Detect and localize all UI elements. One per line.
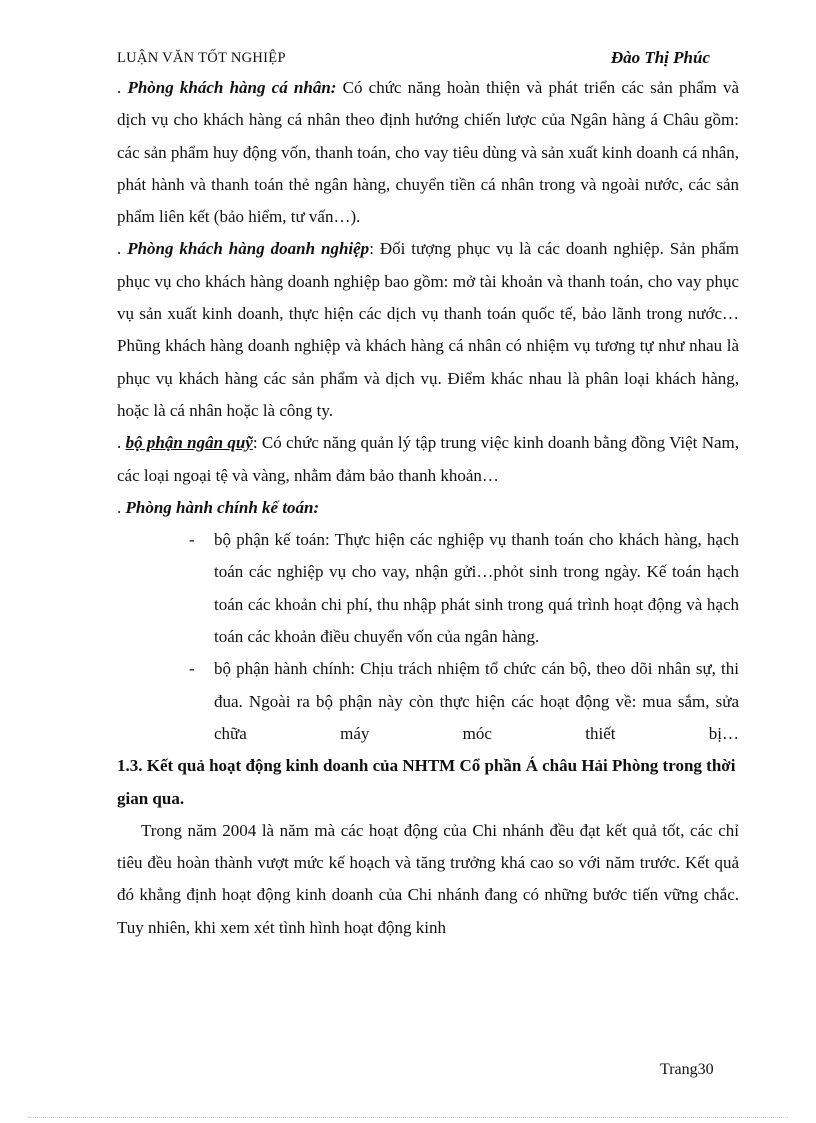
list-item: [117, 524, 739, 653]
section-label: bộ phận ngân quỹ: [125, 433, 253, 453]
list-item-text: bộ phận kế toán: Thực hiện các nghiệp vụ thanh toán cho khách hàng, hạch toán các nghiệp vụ cho vay, nhận gửi…phỏt sinh trong ngày. Kế toán hạch toán các khoản chi phí, thu nhập phát sinh trong quá trình hoạt động và hạch toán các khoản điều chuyển vốn của ngân hàng.: [214, 530, 739, 647]
section-text: : Có chức năng quản lý tập trung việc kinh doanh bằng đồng Việt Nam, các loại ngoại tệ và vàng, nhằm đảm bảo thanh khoản…: [117, 433, 740, 485]
header-title: LUẬN VĂN TỐT NGHIỆP: [117, 50, 286, 66]
paragraph-marker: .: [117, 78, 128, 97]
retail-department-paragraph: [117, 72, 739, 233]
list-item: [117, 653, 739, 750]
treasury-paragraph: [117, 427, 739, 492]
closing-paragraph: Trong năm 2004 là năm mà các hoạt động của Chi nhánh đều đạt kết quả tốt, các chỉ tiêu đều hoàn thành vượt mức kế hoạch và tăng trưởng khá cao so với năm trước. Kết quả đó khẳng định hoạt động kinh doanh của Chi nhánh đang có những bước tiến vững chắc. Tuy nhiên, khi xem xét tình hình hoạt động kinh: [117, 820, 739, 937]
admin-accounting-paragraph: [117, 492, 739, 524]
corporate-department-paragraph: [117, 233, 739, 427]
section-heading: 1.3. Kết quả hoạt động kinh doanh của NHTM Cổ phần Á châu Hải Phòng trong thời gian qua.: [117, 756, 736, 808]
bullet-dash: -: [189, 530, 195, 550]
list-item-text: bộ phận hành chính: Chịu trách nhiệm tổ chức cán bộ, theo dõi nhân sự, thi đua. Ngoài ra bộ phận này còn thực hiện các hoạt động về: mua sắm, sửa chữa máy móc thiết bị…: [214, 659, 739, 743]
bullet-dash: -: [189, 659, 195, 679]
paragraph-marker: .: [117, 239, 128, 259]
section-text: : Đối tượng phục vụ là các doanh nghiệp. Sản phẩm phục vụ cho khách hàng doanh nghiệp bao gồm: mở tài khoản và thanh toán, cho vay phục vụ sản xuất kinh doanh, thực hiện các dịch vụ thanh toán quốc tế, bảo lãnh trong nước…Phũng khách hàng doanh nghiệp và khách hàng cá nhân có nhiệm vụ tương tự như nhau là phục vụ khách hàng các sản phẩm và dịch vụ. Điểm khác nhau là phân loại khách hàng, hoặc là cá nhân hoặc là công ty.: [117, 239, 739, 420]
header-author: Đào Thị Phúc: [610, 48, 710, 67]
page-bottom-rule: [28, 1117, 788, 1118]
document-body: [117, 72, 739, 944]
section-text: Có chức năng hoàn thiện và phát triển các sản phẩm và dịch vụ cho khách hàng cá nhân theo định hướng chiến lược của Ngân hàng á Châu gồm: các sản phẩm huy động vốn, thanh toán, cho vay tiêu dùng và sản xuất kinh doanh cá nhân, phát hành và thanh toán thẻ ngân hàng, chuyển tiền cá nhân trong và ngoài nước, các sản phẩm liên kết (bảo hiểm, tư vấn…).: [117, 78, 740, 227]
section-label: Phòng khách hàng cá nhân:: [127, 78, 337, 97]
section-label: Phòng khách hàng doanh nghiệp: [127, 239, 370, 259]
page-number: Trang30: [660, 1061, 714, 1078]
paragraph-marker: .: [117, 433, 126, 453]
paragraph-marker: .: [117, 497, 126, 517]
section-label: Phòng hành chính kế toán:: [125, 497, 320, 517]
